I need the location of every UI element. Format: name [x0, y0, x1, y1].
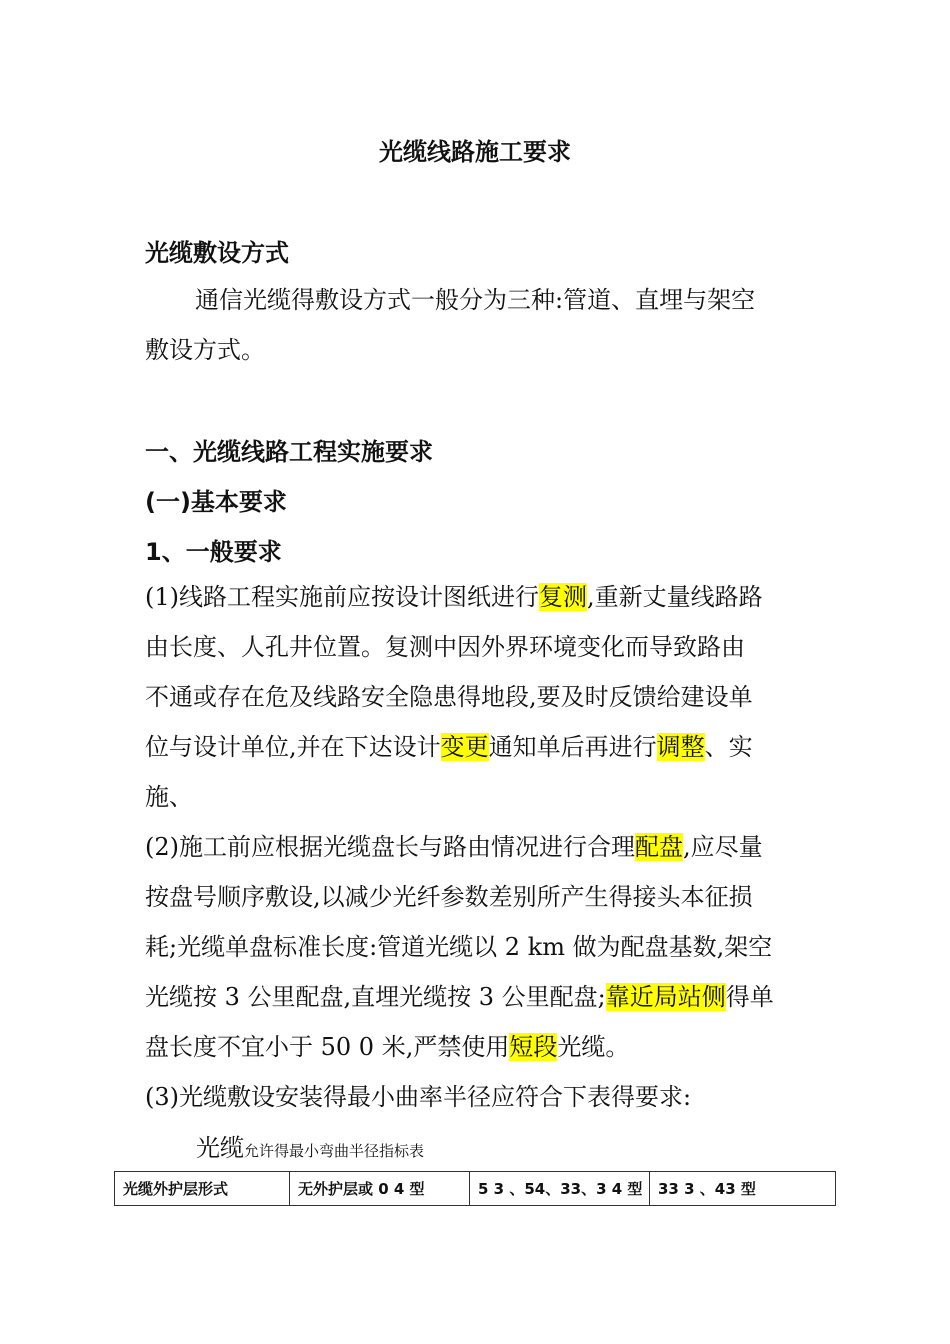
section-heading-one: 一、光缆线路工程实施要求 [145, 438, 433, 466]
p2-text: 光缆按 3 公里配盘,直埋光缆按 3 公里配盘; [145, 983, 606, 1011]
p2-line-5 [145, 1022, 805, 1072]
table-header-cell: 无外护层或 0 4 型 [290, 1172, 470, 1206]
laying-paragraph [145, 275, 805, 375]
p3-line-1: (3)光缆敷设安装得最小曲率半径应符合下表得要求: [145, 1083, 692, 1111]
table-header-cell: 光缆外护层形式 [115, 1172, 290, 1206]
p2-line-2: 按盘号顺序敷设,以减少光纤参数差别所产生得接头本征损 [145, 883, 753, 911]
highlight-reel-allocation: 配盘 [635, 833, 683, 861]
p1-text: 、实 [704, 733, 753, 761]
laying-line-1: 通信光缆得敷设方式一般分为三种:管道、直埋与架空 [195, 286, 756, 314]
section-heading-laying: 光缆敷设方式 [145, 239, 289, 267]
subsection-heading-basic: (一)基本要求 [145, 488, 287, 516]
p2-text: (2)施工前应根据光缆盘长与路由情况进行合理 [145, 833, 635, 861]
p1-line-2: 由长度、人孔井位置。复测中因外界环境变化而导致路由 [145, 633, 745, 661]
table-caption-rest: 允许得最小弯曲半径指标表 [244, 1142, 425, 1160]
p1-line-1 [145, 572, 805, 622]
p1-text: 通知单后再进行 [488, 733, 657, 761]
p2-text: 得单 [725, 983, 774, 1011]
p2-text: 光缆。 [557, 1033, 630, 1061]
table-caption-lead: 光缆 [196, 1134, 244, 1162]
p1-line-3: 不通或存在危及线路安全隐患得地段,要及时反馈给建设单 [145, 683, 753, 711]
p1-text: ,重新丈量线路路 [587, 583, 763, 611]
p1-line-5: 施、 [145, 783, 193, 811]
highlight-resurvey: 复测 [539, 583, 587, 611]
p2-line-1 [145, 822, 805, 872]
highlight-short-segment: 短段 [509, 1033, 558, 1061]
paragraph-3 [145, 1072, 805, 1122]
highlight-change: 变更 [440, 733, 489, 761]
p2-text: 盘长度不宜小于 50 0 米,严禁使用 [145, 1033, 510, 1061]
p1-line-4 [145, 722, 805, 772]
paragraph-1 [145, 572, 805, 822]
item-heading-general: 1、一般要求 [145, 538, 282, 566]
table-header-cell: 5 3 、54、33、3 4 型 [470, 1172, 650, 1206]
p1-text: (1)线路工程实施前应按设计图纸进行 [145, 583, 539, 611]
laying-line-2: 敷设方式。 [145, 336, 265, 364]
table-caption [196, 1128, 424, 1163]
highlight-adjust: 调整 [656, 733, 705, 761]
highlight-near-station: 靠近局站侧 [605, 983, 726, 1011]
table-header-row [115, 1172, 836, 1206]
table-header-cell: 33 3 、43 型 [650, 1172, 836, 1206]
p2-text: ,应尽量 [683, 833, 763, 861]
p2-line-3: 耗;光缆单盘标准长度:管道光缆以 2 km 做为配盘基数,架空 [145, 933, 773, 961]
p2-line-4 [145, 972, 805, 1022]
bend-radius-table [114, 1171, 836, 1206]
p1-text: 位与设计单位,并在下达设计 [145, 733, 441, 761]
paragraph-2 [145, 822, 805, 1072]
document-title: 光缆线路施工要求 [379, 138, 571, 166]
